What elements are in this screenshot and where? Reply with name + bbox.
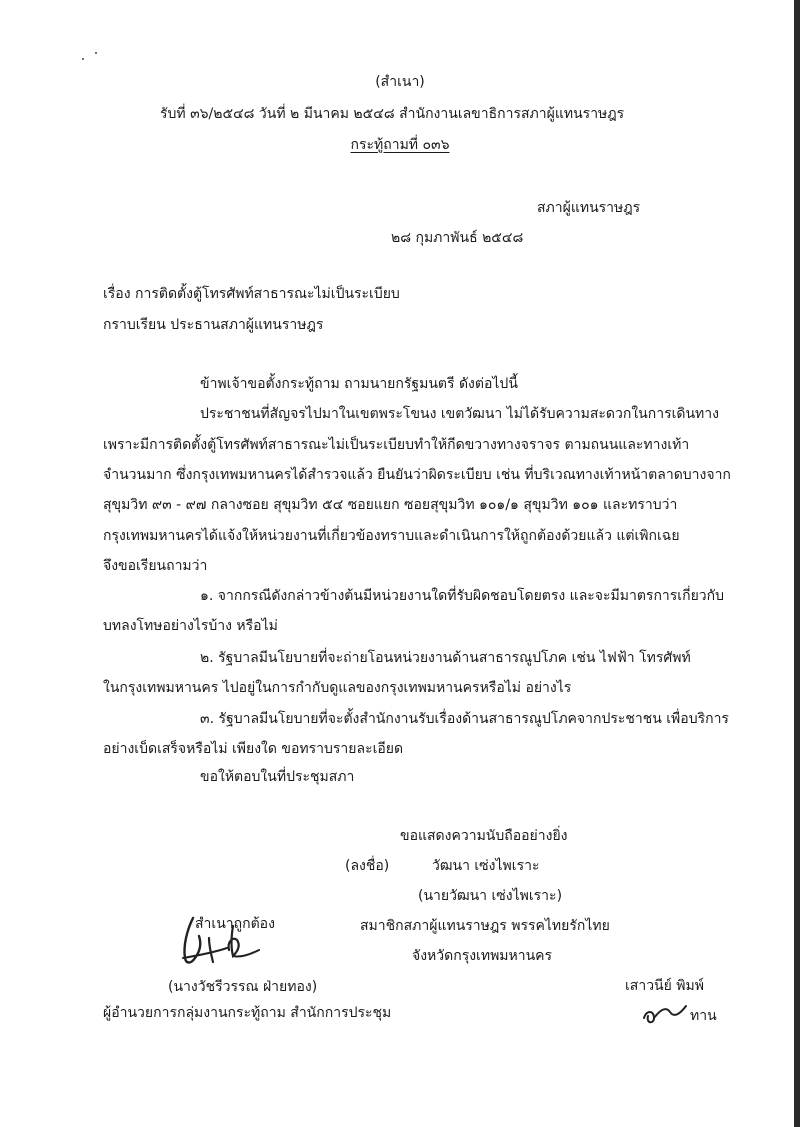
question-2-line: ๒. รัฐบาลมีนโยบายที่จะถ่ายโอนหน่วยงานด้านสาธารณูปโภค เช่น ไฟฟ้า โทรศัพท์ [200,650,691,666]
respect-line: ขอแสดงความนับถืออย่างยิ่ง [400,828,568,844]
certifier-name: (นางวัชรีวรรณ ฝ่ายทอง) [168,979,318,995]
question-3-line: ๓. รัฐบาลมีนโยบายที่จะตั้งสำนักงานรับเรื่องด้านสาธารณูปโภคจากประชาชน เพื่อบริการ [200,711,729,727]
paragraph-line: จึงขอเรียนถามว่า [103,558,208,574]
certified-copy-label: สำเนาถูกต้อง [195,916,275,932]
closing-request: ขอให้ตอบในที่ประชุมสภา [200,769,355,785]
paragraph-line: สุขุมวิท ๙๓ - ๙๗ กลางซอย สุขุมวิท ๕๔ ซอยแยก ซอยสุขุมวิท ๑๐๑/๑ สุขุมวิท ๑๐๑ และทราบว่า [103,497,678,513]
paragraph-line: จำนวนมาก ซึ่งกรุงเทพมหานครได้สำรวจแล้ว ยืนยันว่าผิดระเบียบ เช่น ที่บริเวณทางเท้าหน้าตลาดบางจาก [103,467,731,483]
addressee-org: สภาผู้แทนราษฎร [537,200,641,216]
typist-name: เสาวนีย์ พิมพ์ [625,978,704,994]
intro-line: ข้าพเจ้าขอตั้งกระทู้ถาม ถามนายกรัฐมนตรี ดังต่อไปนี้ [200,376,518,392]
subject-line: เรื่อง การติดตั้งตู้โทรศัพท์สาธารณะไม่เป็นระเบียบ [103,286,400,302]
paragraph-line: เพราะมีการติดตั้งตู้โทรศัพท์สาธารณะไม่เป็นระเบียบทำให้กีดขวางทางจราจร ตามถนนและทางเท้า [103,437,690,453]
signer-position: สมาชิกสภาผู้แทนราษฎร พรรคไทยรักไทย [360,918,610,934]
scan-speck [82,58,84,60]
paragraph-line: กรุงเทพมหานครได้แจ้งให้หน่วยงานที่เกี่ยวข้องทราบและดำเนินการให้ถูกต้องด้วยแล้ว แต่เพิกเฉย [103,528,680,544]
question-3-line: อย่างเบ็ดเสร็จหรือไม่ เพียงใด ขอทราบรายละเอียด [103,741,404,757]
signed-name: วัฒนา เซ่งไพเราะ [432,858,540,874]
certifier-position: ผู้อำนวยการกลุ่มงานกระทู้ถาม สำนักการประชุม [103,1005,392,1021]
scan-speck [95,52,97,54]
scan-edge [794,0,800,1127]
signed-label: (ลงชื่อ) [345,858,390,874]
question-1-line: บทลงโทษอย่างไรบ้าง หรือไม่ [103,618,278,634]
paragraph-line: ประชาชนที่สัญจรไปมาในเขตพระโขนง เขตวัฒนา ไม่ได้รับความสะดวกในการเดินทาง [200,406,719,422]
interpellation-number: กระทู้ถามที่ ๐๓๖ [350,137,450,153]
checked-label: ทาน [690,1008,717,1024]
typist-initials [640,1000,690,1026]
question-2-line: ในกรุงเทพมหานคร ไปอยู่ในการกำกับดูแลของกรุงเทพมหานครหรือไม่ อย่างไร [103,680,572,696]
signer-province: จังหวัดกรุงเทพมหานคร [412,948,553,964]
receipt-line: รับที่ ๓๖/๒๕๔๘ วันที่ ๒ มีนาคม ๒๕๔๘ สำนักงานเลขาธิการสภาผู้แทนราษฎร [160,106,625,122]
salutation: กราบเรียน ประธานสภาผู้แทนราษฎร [103,317,324,333]
signer-full-name: (นายวัฒนา เซ่งไพเราะ) [418,888,563,904]
copy-label: (สำเนา) [375,74,425,90]
letter-date: ๒๘ กุมภาพันธ์ ๒๕๔๘ [391,230,524,246]
question-1-line: ๑. จากกรณีดังกล่าวข้างต้นมีหน่วยงานใดที่รับผิดชอบโดยตรง และจะมีมาตรการเกี่ยวกับ [200,588,724,604]
handwritten-signature [175,912,265,970]
